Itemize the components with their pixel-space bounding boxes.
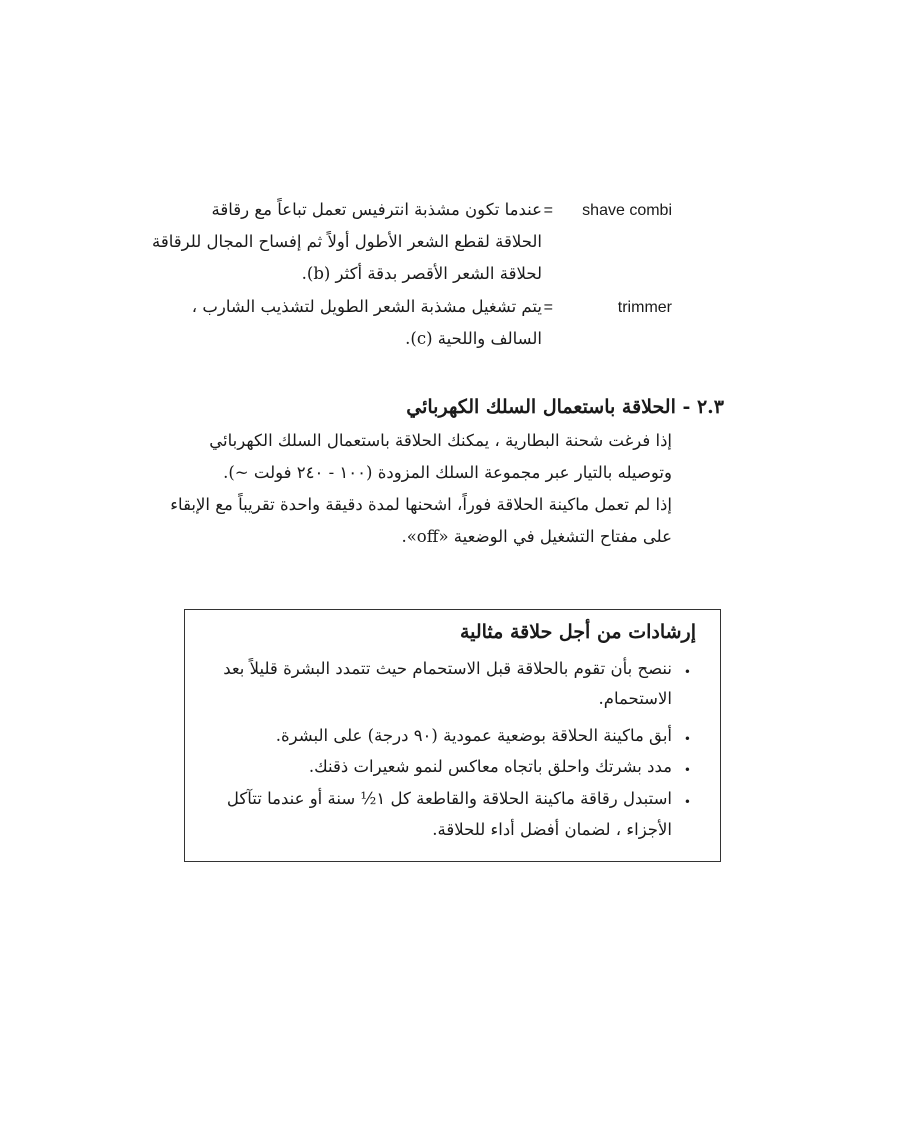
paragraph-line: إذا فرغت شحنة البطارية ، يمكنك الحلاقة باستعمال السلك الكهربائي (209, 431, 672, 450)
bullet-icon: • (683, 795, 691, 809)
paragraph-line: إذا لم تعمل ماكينة الحلاقة فوراً، اشحنها لمدة دقيقة واحدة تقريباً مع الإبقاء (170, 495, 672, 514)
tip-text: مدد بشرتك واحلق باتجاه معاكس لنمو شعيرات ذقنك. (308, 757, 672, 776)
tip-text: الأجزاء ، لضمان أفضل أداء للحلاقة. (432, 820, 672, 839)
section-title: ٢.٣ - الحلاقة باستعمال السلك الكهربائي (406, 396, 724, 418)
bullet-icon: • (683, 763, 691, 777)
tip-text: استبدل رقاقة ماكينة الحلاقة والقاطعة كل ١½ سنة أو عندما تتآكل (226, 789, 672, 808)
term-trimmer: trimmer (617, 299, 672, 316)
bullet-icon: • (683, 732, 691, 746)
tip-text: أبق ماكينة الحلاقة بوضعية عمودية (٩٠ درجة) على البشرة. (275, 726, 672, 745)
equals-sign: = (543, 299, 553, 316)
term-shave-combi: shave combi (582, 202, 672, 219)
paragraph-line: على مفتاح التشغيل في الوضعية «off». (401, 527, 672, 546)
tips-title: إرشادات من أجل حلاقة مثالية (459, 621, 696, 643)
definition-text: عندما تكون مشذبة انترفيس تعمل تباعاً مع رقاقة (211, 200, 542, 219)
definition-text: الحلاقة لقطع الشعر الأطول أولاً ثم إفساح المجال للرقاقة (152, 232, 542, 251)
bullet-icon: • (683, 665, 691, 679)
tip-text: الاستحمام. (598, 689, 672, 708)
equals-sign: = (543, 202, 553, 219)
definition-text: يتم تشغيل مشذبة الشعر الطويل لتشذيب الشارب ، (191, 297, 542, 316)
definition-text: لحلاقة الشعر الأقصر بدقة أكثر (b). (301, 264, 542, 283)
tip-text: ننصح بأن تقوم بالحلاقة قبل الاستحمام حيث تتمدد البشرة قليلاً بعد (223, 659, 672, 678)
definition-text: السالف واللحية (c). (405, 329, 542, 348)
paragraph-line: وتوصيله بالتيار عبر مجموعة السلك المزودة (١٠٠ - ٢٤٠ فولت ~). (223, 463, 672, 482)
